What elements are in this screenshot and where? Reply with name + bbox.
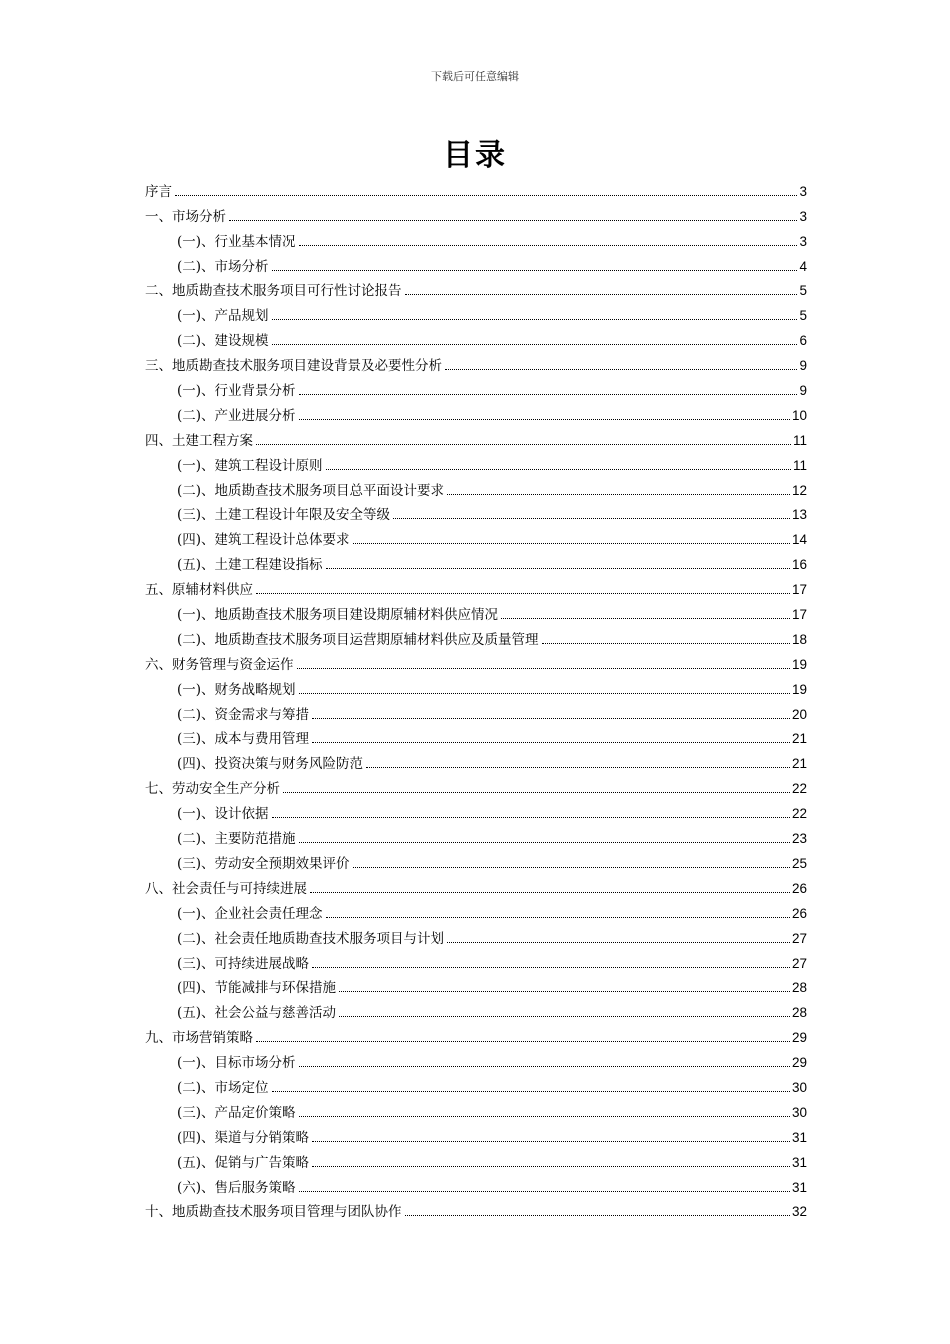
toc-entry-section[interactable] — [145, 1046, 807, 1071]
toc-entry-label: 七、劳动安全生产分析 — [145, 781, 280, 798]
toc-entry-page-number: 30 — [791, 1104, 807, 1120]
toc-entry-section[interactable] — [145, 1121, 807, 1146]
toc-entry-label: (二)、市场定位 — [177, 1079, 269, 1096]
toc-entry-section[interactable] — [145, 822, 807, 847]
toc-entry-page-number: 5 — [799, 283, 807, 299]
toc-dot-leader — [326, 916, 790, 918]
toc-dot-leader — [312, 966, 790, 968]
toc-entry-label: (二)、社会责任地质勘查技术服务项目与计划 — [177, 930, 445, 947]
toc-dot-leader — [366, 766, 790, 768]
toc-entry-section[interactable] — [145, 623, 807, 648]
toc-entry-label: (一)、行业基本情况 — [177, 233, 296, 250]
toc-dot-leader — [326, 567, 790, 569]
toc-dot-leader — [299, 1190, 790, 1192]
toc-entry-section[interactable] — [145, 1096, 807, 1121]
toc-entry-label: (一)、设计依据 — [177, 806, 269, 823]
toc-dot-leader — [272, 1090, 790, 1092]
toc-entry-page-number: 22 — [791, 781, 807, 797]
toc-dot-leader — [542, 642, 790, 644]
header-note: 下载后可任意编辑 — [431, 70, 519, 83]
toc-entry-label: (四)、投资决策与财务风险防范 — [177, 756, 364, 773]
toc-entry-page-number: 13 — [791, 507, 807, 523]
toc-entry-label: (二)、建设规模 — [177, 333, 269, 350]
toc-entry-section[interactable] — [145, 723, 807, 748]
toc-dot-leader — [272, 318, 798, 320]
toc-entry-page-number: 32 — [791, 1204, 807, 1220]
toc-entry-section[interactable] — [145, 972, 807, 997]
toc-dot-leader — [312, 717, 790, 719]
toc-entry-page-number: 3 — [799, 208, 807, 224]
toc-dot-leader — [447, 941, 790, 943]
toc-dot-leader — [393, 517, 790, 519]
toc-entry-page-number: 10 — [791, 407, 807, 423]
toc-entry-label: (三)、产品定价策略 — [177, 1104, 296, 1121]
toc-dot-leader — [272, 343, 798, 345]
toc-dot-leader — [445, 368, 797, 370]
toc-entry-label: (五)、土建工程建设指标 — [177, 557, 323, 574]
toc-dot-leader — [272, 816, 790, 818]
toc-entry-chapter[interactable] — [145, 175, 807, 200]
toc-entry-section[interactable] — [145, 1171, 807, 1196]
toc-entry-page-number: 3 — [799, 183, 807, 199]
toc-entry-label: (一)、建筑工程设计原则 — [177, 457, 323, 474]
toc-entry-page-number: 31 — [791, 1129, 807, 1145]
toc-entry-page-number: 21 — [791, 731, 807, 747]
toc-dot-leader — [312, 741, 790, 743]
toc-entry-section[interactable] — [145, 1146, 807, 1171]
toc-entry-label: 四、土建工程方案 — [145, 432, 253, 449]
toc-entry-section[interactable] — [145, 698, 807, 723]
toc-entry-page-number: 29 — [791, 1030, 807, 1046]
toc-entry-label: (五)、促销与广告策略 — [177, 1154, 310, 1171]
toc-dot-leader — [339, 990, 790, 992]
toc-entry-section[interactable] — [145, 922, 807, 947]
toc-dot-leader — [256, 443, 791, 445]
toc-entry-chapter[interactable] — [145, 349, 807, 374]
toc-entry-section[interactable] — [145, 847, 807, 872]
toc-entry-section[interactable] — [145, 897, 807, 922]
toc-entry-section[interactable] — [145, 598, 807, 623]
toc-entry-page-number: 23 — [791, 831, 807, 847]
toc-dot-leader — [299, 418, 790, 420]
toc-entry-section[interactable] — [145, 1071, 807, 1096]
toc-dot-leader — [272, 269, 798, 271]
toc-dot-leader — [297, 667, 790, 669]
toc-entry-page-number: 5 — [799, 308, 807, 324]
toc-entry-page-number: 20 — [791, 706, 807, 722]
toc-entry-page-number: 3 — [799, 233, 807, 249]
toc-entry-chapter[interactable] — [145, 573, 807, 598]
toc-dot-leader — [326, 468, 791, 470]
toc-entry-label: (二)、地质勘查技术服务项目总平面设计要求 — [177, 482, 445, 499]
toc-dot-leader — [310, 891, 790, 893]
toc-entry-label: (四)、渠道与分销策略 — [177, 1129, 310, 1146]
toc-entry-page-number: 9 — [799, 358, 807, 374]
toc-dot-leader — [299, 692, 790, 694]
toc-dot-leader — [501, 617, 790, 619]
toc-dot-leader — [256, 1040, 790, 1042]
toc-entry-label: 二、地质勘查技术服务项目可行性讨论报告 — [145, 283, 402, 300]
toc-entry-label: (二)、市场分析 — [177, 258, 269, 275]
toc-entry-page-number: 26 — [791, 905, 807, 921]
toc-entry-label: (二)、产业进展分析 — [177, 407, 296, 424]
toc-dot-leader — [229, 219, 797, 221]
toc-entry-chapter[interactable] — [145, 200, 807, 225]
toc-entry-page-number: 6 — [799, 333, 807, 349]
toc-entry-page-number: 17 — [791, 607, 807, 623]
table-of-contents — [145, 175, 807, 1220]
toc-entry-page-number: 12 — [791, 482, 807, 498]
toc-entry-label: (一)、行业背景分析 — [177, 383, 296, 400]
toc-entry-page-number: 26 — [791, 880, 807, 896]
toc-entry-page-number: 28 — [791, 1005, 807, 1021]
toc-dot-leader — [299, 244, 798, 246]
toc-entry-label: (二)、资金需求与筹措 — [177, 706, 310, 723]
toc-entry-label: 一、市场分析 — [145, 208, 226, 225]
toc-dot-leader — [299, 1065, 790, 1067]
toc-entry-page-number: 21 — [791, 756, 807, 772]
toc-dot-leader — [299, 841, 790, 843]
toc-entry-label: 五、原辅材料供应 — [145, 582, 253, 599]
toc-entry-page-number: 19 — [791, 681, 807, 697]
toc-entry-section[interactable] — [145, 548, 807, 573]
toc-entry-label: (五)、社会公益与慈善活动 — [177, 1005, 337, 1022]
toc-entry-section[interactable] — [145, 299, 807, 324]
toc-dot-leader — [175, 194, 797, 196]
toc-dot-leader — [283, 791, 790, 793]
toc-entry-section[interactable] — [145, 673, 807, 698]
toc-entry-label: (一)、产品规划 — [177, 308, 269, 325]
toc-entry-label: 八、社会责任与可持续进展 — [145, 880, 307, 897]
toc-entry-section[interactable] — [145, 225, 807, 250]
toc-dot-leader — [405, 1214, 790, 1216]
toc-entry-chapter[interactable] — [145, 1196, 807, 1221]
toc-dot-leader — [339, 1015, 790, 1017]
toc-entry-section[interactable] — [145, 996, 807, 1021]
toc-dot-leader — [312, 1140, 790, 1142]
toc-dot-leader — [299, 1115, 790, 1117]
toc-entry-section[interactable] — [145, 523, 807, 548]
toc-entry-label: (四)、建筑工程设计总体要求 — [177, 532, 350, 549]
toc-entry-chapter[interactable] — [145, 872, 807, 897]
toc-entry-label: (三)、劳动安全预期效果评价 — [177, 855, 350, 872]
toc-dot-leader — [447, 493, 790, 495]
toc-entry-page-number: 29 — [791, 1055, 807, 1071]
toc-dot-leader — [299, 393, 798, 395]
toc-entry-section[interactable] — [145, 449, 807, 474]
toc-entry-label: (三)、可持续进展战略 — [177, 955, 310, 972]
toc-entry-label: (三)、成本与费用管理 — [177, 731, 310, 748]
toc-entry-section[interactable] — [145, 797, 807, 822]
toc-dot-leader — [256, 592, 790, 594]
toc-entry-page-number: 22 — [791, 806, 807, 822]
toc-entry-label: (一)、财务战略规划 — [177, 681, 296, 698]
toc-entry-label: 序言 — [145, 183, 172, 200]
toc-title: 目录 — [443, 138, 507, 173]
toc-entry-label: 十、地质勘查技术服务项目管理与团队协作 — [145, 1204, 402, 1221]
toc-entry-label: 三、地质勘查技术服务项目建设背景及必要性分析 — [145, 358, 442, 375]
toc-entry-page-number: 17 — [791, 582, 807, 598]
toc-entry-label: (一)、目标市场分析 — [177, 1055, 296, 1072]
toc-entry-page-number: 28 — [791, 980, 807, 996]
toc-entry-page-number: 4 — [799, 258, 807, 274]
toc-entry-label: (四)、节能减排与环保措施 — [177, 980, 337, 997]
toc-entry-page-number: 18 — [791, 631, 807, 647]
toc-entry-section[interactable] — [145, 374, 807, 399]
toc-entry-label: (二)、主要防范措施 — [177, 831, 296, 848]
toc-entry-label: (一)、地质勘查技术服务项目建设期原辅材料供应情况 — [177, 607, 499, 624]
toc-entry-chapter[interactable] — [145, 772, 807, 797]
toc-dot-leader — [353, 542, 790, 544]
toc-entry-page-number: 30 — [791, 1079, 807, 1095]
toc-entry-section[interactable] — [145, 947, 807, 972]
toc-entry-section[interactable] — [145, 250, 807, 275]
toc-entry-chapter[interactable] — [145, 1021, 807, 1046]
toc-entry-page-number: 27 — [791, 930, 807, 946]
toc-entry-page-number: 9 — [799, 383, 807, 399]
toc-entry-section[interactable] — [145, 747, 807, 772]
toc-entry-page-number: 25 — [791, 855, 807, 871]
toc-entry-section[interactable] — [145, 399, 807, 424]
toc-entry-section[interactable] — [145, 499, 807, 524]
toc-dot-leader — [312, 1165, 790, 1167]
toc-entry-section[interactable] — [145, 474, 807, 499]
toc-entry-chapter[interactable] — [145, 648, 807, 673]
toc-entry-page-number: 11 — [792, 457, 807, 473]
toc-entry-page-number: 31 — [791, 1179, 807, 1195]
toc-entry-page-number: 31 — [791, 1154, 807, 1170]
toc-entry-label: (三)、土建工程设计年限及安全等级 — [177, 507, 391, 524]
toc-entry-page-number: 27 — [791, 955, 807, 971]
toc-entry-label: (一)、企业社会责任理念 — [177, 905, 323, 922]
toc-entry-section[interactable] — [145, 324, 807, 349]
toc-entry-label: (六)、售后服务策略 — [177, 1179, 296, 1196]
toc-entry-page-number: 11 — [792, 432, 807, 448]
toc-entry-page-number: 14 — [791, 532, 807, 548]
toc-entry-chapter[interactable] — [145, 424, 807, 449]
toc-dot-leader — [405, 293, 798, 295]
toc-entry-label: 九、市场营销策略 — [145, 1030, 253, 1047]
toc-entry-page-number: 19 — [791, 656, 807, 672]
toc-dot-leader — [353, 866, 790, 868]
toc-entry-page-number: 16 — [791, 557, 807, 573]
toc-entry-chapter[interactable] — [145, 275, 807, 300]
toc-entry-label: 六、财务管理与资金运作 — [145, 656, 294, 673]
toc-entry-label: (二)、地质勘查技术服务项目运营期原辅材料供应及质量管理 — [177, 631, 539, 648]
